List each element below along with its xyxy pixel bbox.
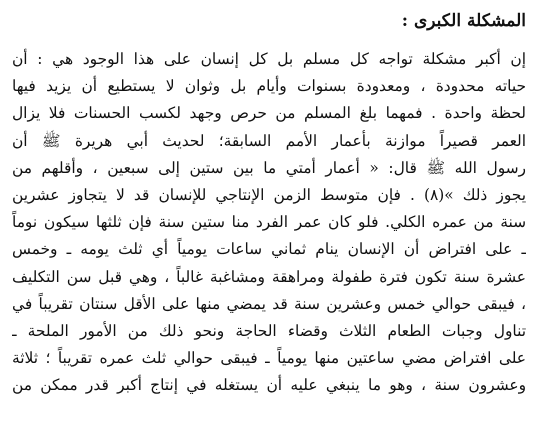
body-paragraph bbox=[12, 46, 526, 399]
section-heading: المشكلة الكبرى : bbox=[401, 11, 526, 31]
text-line: العمر قصيراً موازنة بأعمار الأمم السابقة؛ لحديث أبي هريرة ﷺ أن bbox=[12, 131, 526, 150]
text-line: تناول وجبات الطعام الثلاث وقضاء الحاجة ونحو ذلك من الأمور الملحة ـ bbox=[12, 321, 526, 340]
text-line: رسول الله ﷺ قال: « أعمار أمتي ما بين ستين إلى سبعين ، وأقلهم من bbox=[12, 158, 526, 177]
text-line: إن أكبر مشكلة تواجه كل مسلم بل كل إنسان على هذا الوجود هي : أن bbox=[12, 50, 526, 68]
text-line: وعشرون سنة ، وهو ما ينبغي عليه أن يستغله في إنتاج أكبر قدر ممكن من bbox=[12, 376, 526, 395]
text-line: عشرة سنة تكون فترة طفولة ومراهقة ومشاغبة غالباً ، وهي قبل سن التكليف bbox=[12, 267, 526, 286]
text-line: ، فيبقى حوالي خمس وعشرين سنة قد يمضي منها على الأقل سنتان تقريباً في bbox=[12, 294, 526, 313]
text-line: سنة من عمره الكلي. فلو كان عمر الفرد منا ستين سنة فإن ثلثها سيكون نوماً bbox=[12, 213, 526, 232]
text-line: يجوز ذلك »(٨) . فإن متوسط الزمن الإنتاجي للإنسان قد لا يتجاوز عشرين bbox=[12, 185, 526, 204]
text-line: لحظة واحدة . فمهما بلغ المسلم من حرص وجهد لكسب الحسنات فلا يزال bbox=[12, 104, 526, 123]
text-line: على افتراض مضي ساعتين منها يومياً ـ فيبقى حوالي ثلث عمره تقريباً ؛ ثلاثة bbox=[12, 349, 526, 368]
text-line: حياته محدودة ، ومعدودة بسنوات وأيام بل وثوان لا يستطيع أن يزيد فيها bbox=[12, 77, 526, 96]
text-line: ـ على افتراض أن الإنسان ينام ثماني ساعات يومياً أي ثلث يومه ـ وخمس bbox=[12, 240, 526, 259]
